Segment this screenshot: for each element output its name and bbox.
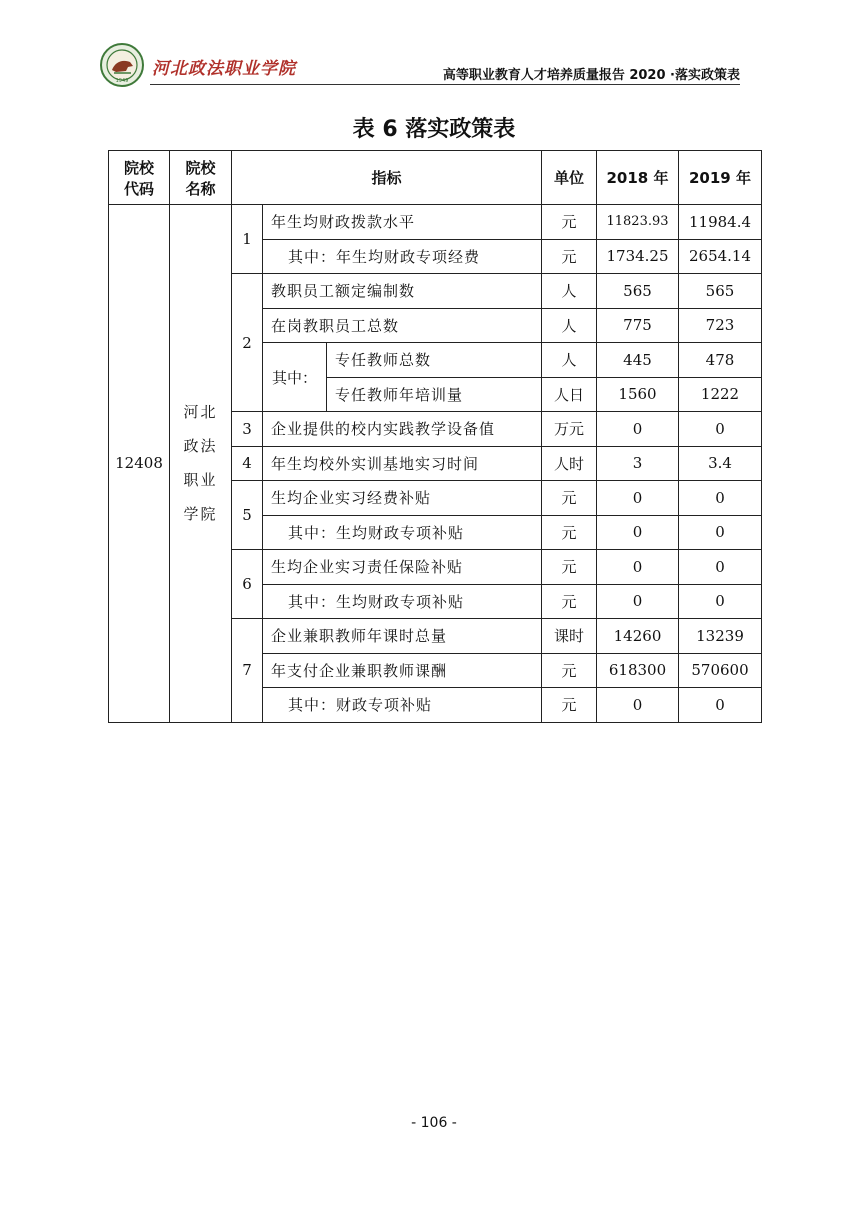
indicator-cell: 专任教师总数 (327, 343, 542, 378)
page-number: - 106 - (411, 1115, 457, 1131)
group-number: 6 (232, 550, 263, 619)
value-2018-cell: 565 (597, 274, 679, 309)
value-2018-cell: 0 (597, 688, 679, 723)
value-2018-cell: 0 (597, 584, 679, 619)
svg-text:1949: 1949 (115, 78, 129, 84)
value-2018-cell: 11823.93 (597, 205, 679, 240)
group-number: 3 (232, 412, 263, 447)
indicator-cell: 其中：财政专项补贴 (263, 688, 542, 723)
value-2019-cell: 3.4 (679, 446, 762, 481)
sub-group-label: 其中： (263, 343, 327, 412)
value-2018-cell: 445 (597, 343, 679, 378)
unit-cell: 元 (542, 584, 597, 619)
indicator-cell: 年支付企业兼职教师课酬 (263, 653, 542, 688)
value-2019-cell: 1222 (679, 377, 762, 412)
value-2019-cell: 0 (679, 481, 762, 516)
value-2018-cell: 0 (597, 481, 679, 516)
indicator-cell: 其中：生均财政专项补贴 (263, 584, 542, 619)
header-2018: 2018 年 (597, 151, 679, 205)
indicator-cell: 生均企业实习经费补贴 (263, 481, 542, 516)
group-number: 4 (232, 446, 263, 481)
page-title: 表 6 落实政策表 (352, 117, 516, 142)
value-2019-cell: 478 (679, 343, 762, 378)
group-number: 7 (232, 619, 263, 723)
table-header-row (109, 151, 762, 205)
indicator-cell: 年生均财政拨款水平 (263, 205, 542, 240)
indicator-cell: 在岗教职员工总数 (263, 308, 542, 343)
value-2019-cell: 13239 (679, 619, 762, 654)
school-name-cell: 河北 政法 职业 学院 (170, 205, 232, 723)
unit-cell: 元 (542, 239, 597, 274)
value-2018-cell: 775 (597, 308, 679, 343)
unit-cell: 元 (542, 481, 597, 516)
indicator-cell: 年生均校外实训基地实习时间 (263, 446, 542, 481)
college-logo-text: 河北政法职业学院 (152, 59, 296, 79)
value-2019-cell: 0 (679, 688, 762, 723)
indicator-cell: 专任教师年培训量 (327, 377, 542, 412)
group-number: 5 (232, 481, 263, 550)
unit-cell: 课时 (542, 619, 597, 654)
college-seal-icon (100, 43, 144, 87)
school-code-cell: 12408 (109, 205, 170, 723)
value-2018-cell: 14260 (597, 619, 679, 654)
unit-cell: 元 (542, 688, 597, 723)
indicator-cell: 企业兼职教师年课时总量 (263, 619, 542, 654)
value-2018-cell: 0 (597, 550, 679, 585)
unit-cell: 元 (542, 550, 597, 585)
indicator-cell: 教职员工额定编制数 (263, 274, 542, 309)
unit-cell: 万元 (542, 412, 597, 447)
header-2019: 2019 年 (679, 151, 762, 205)
header-school-code: 院校 代码 (109, 151, 170, 205)
unit-cell: 人 (542, 308, 597, 343)
unit-cell: 元 (542, 515, 597, 550)
group-number: 2 (232, 274, 263, 412)
unit-cell: 人 (542, 343, 597, 378)
value-2018-cell: 618300 (597, 653, 679, 688)
report-header-title: 高等职业教育人才培养质量报告 2020 ·落实政策表 (442, 68, 740, 83)
table-row (109, 205, 762, 240)
unit-cell: 人时 (542, 446, 597, 481)
value-2019-cell: 723 (679, 308, 762, 343)
unit-cell: 人 (542, 274, 597, 309)
header-divider (150, 84, 740, 85)
unit-cell: 元 (542, 653, 597, 688)
header-unit: 单位 (542, 151, 597, 205)
header-school-name: 院校 名称 (170, 151, 232, 205)
value-2018-cell: 1734.25 (597, 239, 679, 274)
value-2019-cell: 0 (679, 412, 762, 447)
value-2019-cell: 0 (679, 515, 762, 550)
policy-table (108, 150, 762, 723)
header-indicator: 指标 (232, 151, 542, 205)
page-header (100, 40, 740, 86)
value-2019-cell: 565 (679, 274, 762, 309)
value-2019-cell: 11984.4 (679, 205, 762, 240)
unit-cell: 人日 (542, 377, 597, 412)
value-2019-cell: 2654.14 (679, 239, 762, 274)
indicator-cell: 其中：生均财政专项补贴 (263, 515, 542, 550)
value-2019-cell: 0 (679, 584, 762, 619)
value-2018-cell: 1560 (597, 377, 679, 412)
value-2018-cell: 0 (597, 412, 679, 447)
value-2019-cell: 0 (679, 550, 762, 585)
indicator-cell: 企业提供的校内实践教学设备值 (263, 412, 542, 447)
group-number: 1 (232, 205, 263, 274)
unit-cell: 元 (542, 205, 597, 240)
indicator-cell: 生均企业实习责任保险补贴 (263, 550, 542, 585)
value-2018-cell: 3 (597, 446, 679, 481)
value-2019-cell: 570600 (679, 653, 762, 688)
indicator-cell: 其中：年生均财政专项经费 (263, 239, 542, 274)
value-2018-cell: 0 (597, 515, 679, 550)
